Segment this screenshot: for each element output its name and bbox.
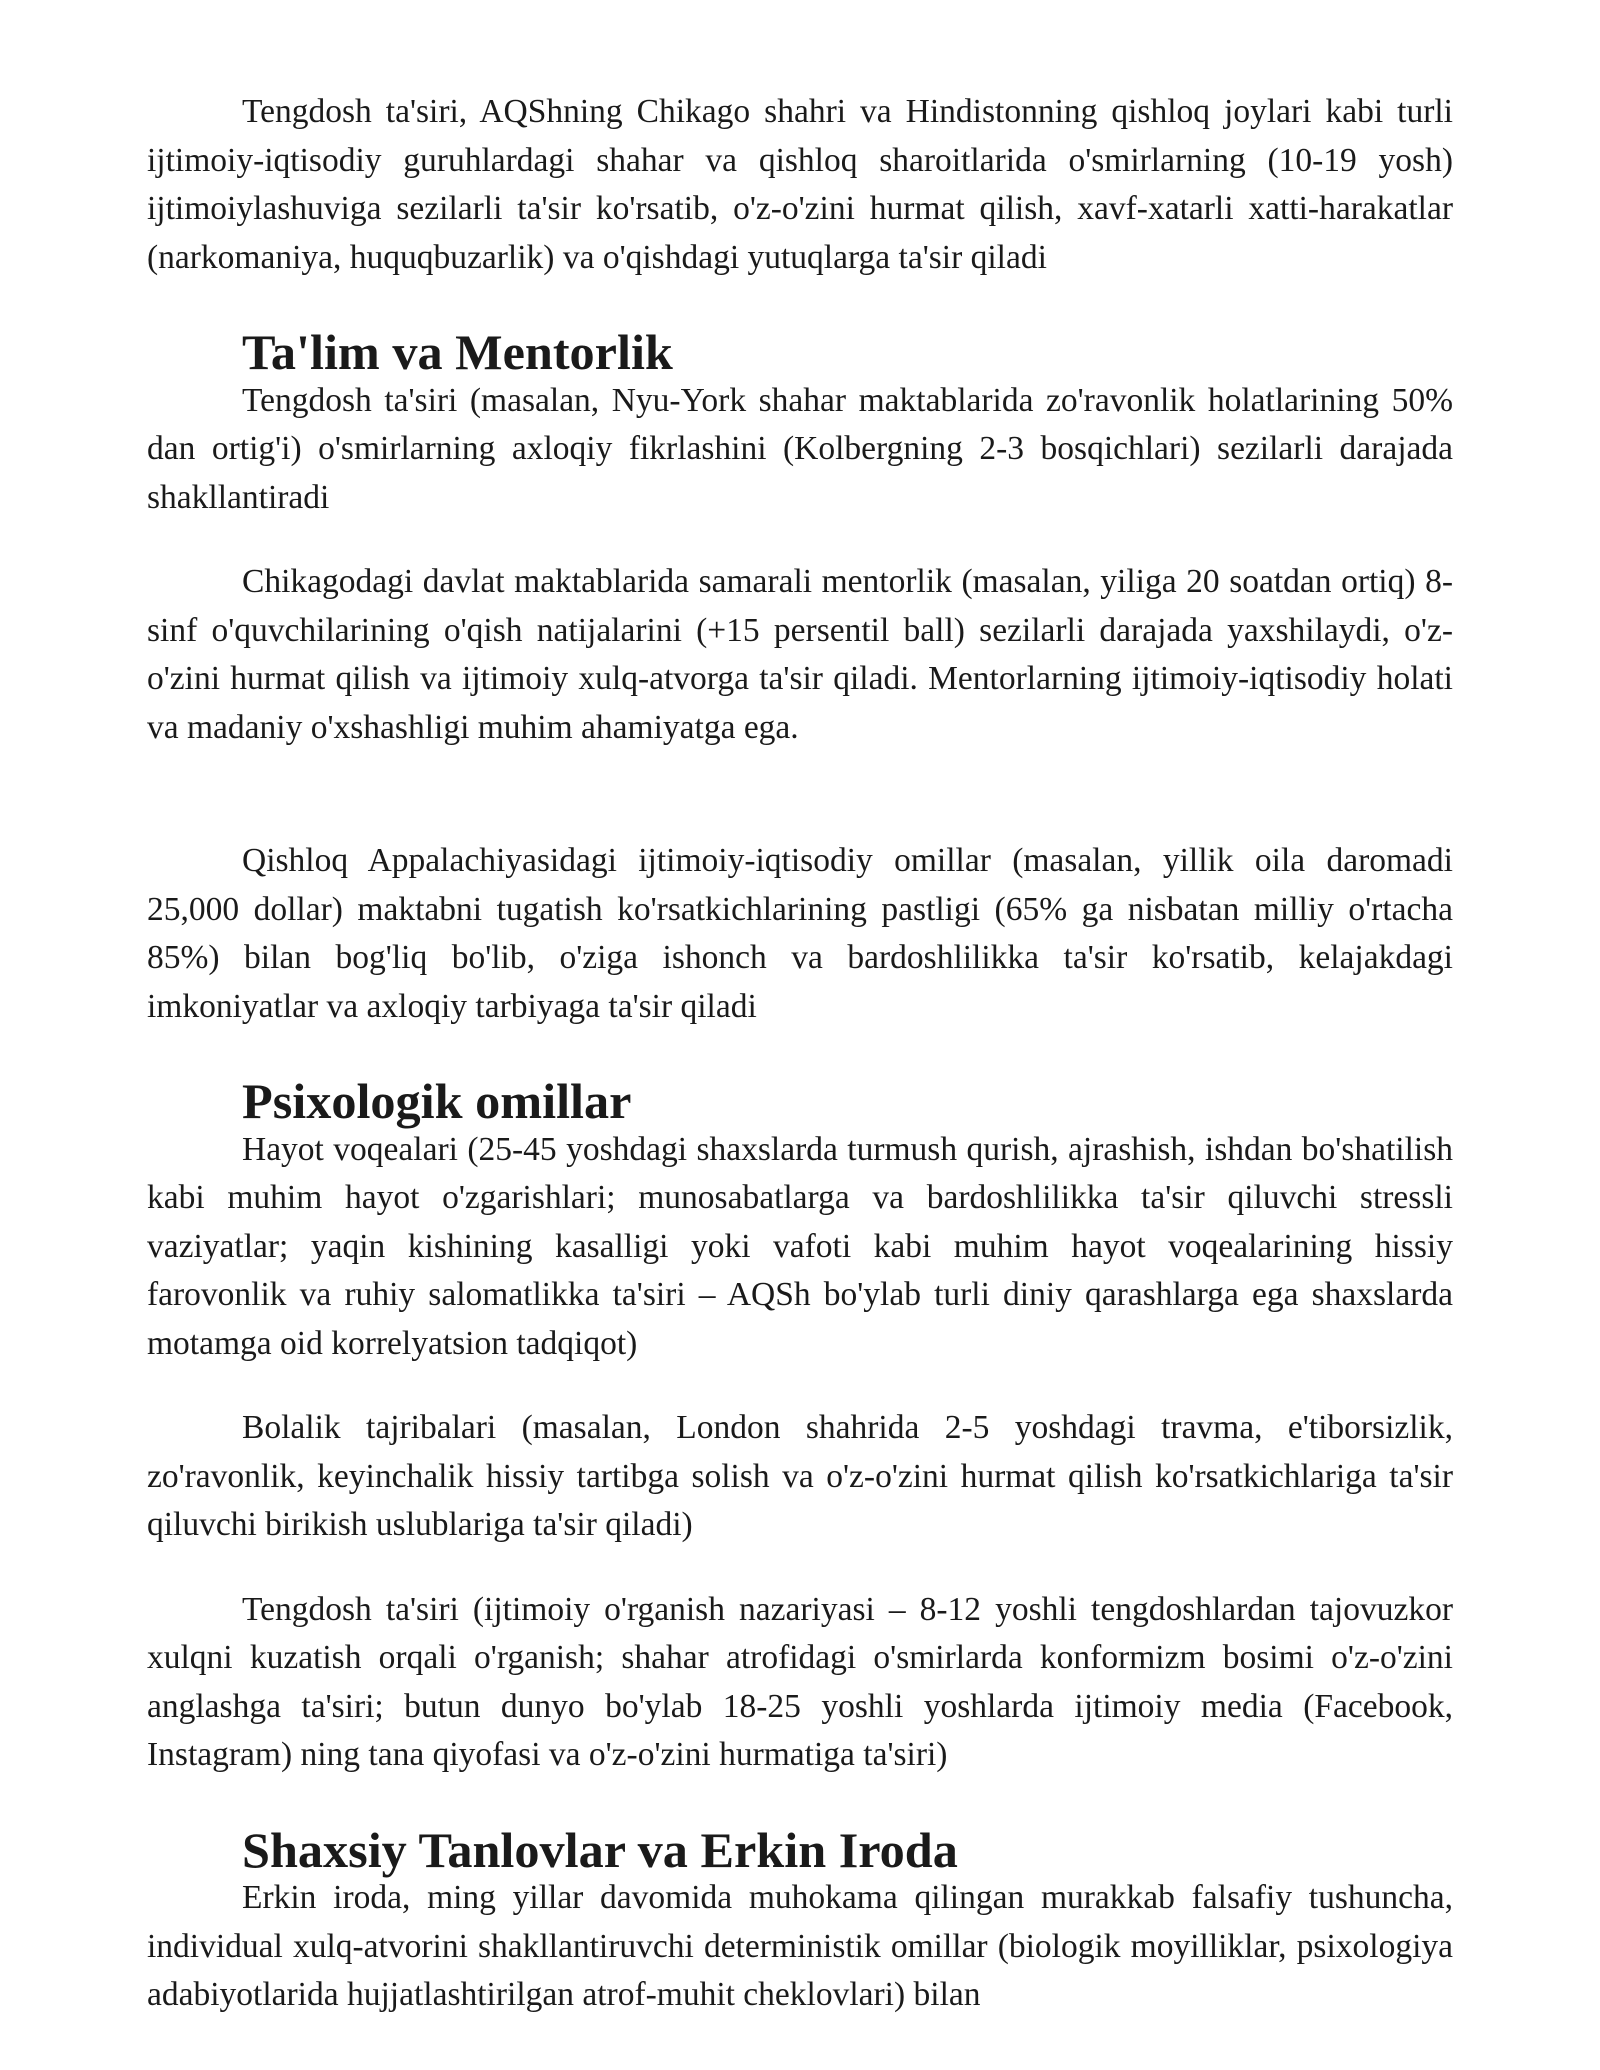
section-heading-psychological-factors: Psixologik omillar — [242, 1073, 632, 1129]
document-page — [147, 88, 1453, 2020]
section-heading-education-mentorship: Ta'lim va Mentorlik — [242, 324, 673, 380]
paragraph-peer-influence-intro: Tengdosh ta'siri, AQShning Chikago shahri va Hindistonning qishloq joylari kabi turli ijtimoiy-iqtisodiy guruhlardagi shahar va qishloq sharoitlarida o'smirlarning (10-19 yosh) ijtimoiylashuviga sezilarli ta'sir ko'rsatib, o'z-o'zini hurmat qilish, xavf-xatarli xatti-harakatlar (narkomaniya, huquqbuzarlik) va o'qishdagi yutuqlarga ta'sir qiladi — [147, 93, 1453, 276]
paragraph-life-events: Hayot voqealari (25-45 yoshdagi shaxslarda turmush qurish, ajrashish, ishdan bo'shatilish kabi muhim hayot o'zgarishlari; munosabatlarga va bardoshlilikka ta'sir qiluvchi stressli vaziyatlar; yaqin kishining kasalligi yoki vafoti kabi muhim hayot voqealarining hissiy farovonlik va ruhiy salomatlikka ta'siri – AQSh bo'ylab turli diniy qarashlarga ega shaxslarda motamga oid korrelyatsion tadqiqot) — [147, 1130, 1453, 1362]
paragraph-peer-influence-moral: Tengdosh ta'siri (masalan, Nyu-York shahar maktablarida zo'ravonlik holatlarining 50% dan ortig'i) o'smirlarning axloqiy fikrlashini (Kolbergning 2-3 bosqichlari) sezilarli darajada shakllantiradi — [147, 381, 1453, 516]
paragraph-appalachia-factors: Qishloq Appalachiyasidagi ijtimoiy-iqtisodiy omillar (masalan, yillik oila daromadi 25,000 dollar) maktabni tugatish ko'rsatkichlarining pastligi (65% ga nisbatan milliy o'rtacha 85%) bilan bog'liq bo'lib, o'ziga ishonch va bardoshlilikka ta'sir ko'rsatib, kelajakdagi imkoniyatlar va axloqiy tarbiyaga ta'sir qiladi — [147, 842, 1453, 1025]
paragraph-peer-influence-social-learning: Tengdosh ta'siri (ijtimoiy o'rganish nazariyasi – 8-12 yoshli tengdoshlardan tajovuzkor xulqni kuzatish orqali o'rganish; shahar atrofidagi o'smirlarda konformizm bosimi o'z-o'zini anglashga ta'siri; butun dunyo bo'ylab 18-25 yoshli yoshlarda ijtimoiy media (Facebook, Instagram) ning tana qiyofasi va o'z-o'zini hurmatiga ta'siri) — [147, 1590, 1453, 1773]
section-heading-personal-choices: Shaxsiy Tanlovlar va Erkin Iroda — [242, 1821, 958, 1878]
paragraph-chicago-mentorship: Chikagodagi davlat maktablarida samarali mentorlik (masalan, yiliga 20 soatdan ortiq) 8-sinf o'quvchilarining o'qish natijalarini (+15 persentil ball) sezilarli darajada yaxshilaydi, o'z-o'zini hurmat qilish va ijtimoiy xulq-atvorga ta'sir qiladi. Mentorlarning ijtimoiy-iqtisodiy holati va madaniy o'xshashligi muhim ahamiyatga ega. — [147, 563, 1453, 746]
paragraph-free-will: Erkin iroda, ming yillar davomida muhokama qilingan murakkab falsafiy tushuncha, individual xulq-atvorini shakllantiruvchi deterministik omillar (biologik moyilliklar, psixologiya adabiyotlarida hujjatlashtirilgan atrof-muhit cheklovlari) bilan — [147, 1879, 1453, 2013]
paragraph-childhood-experiences: Bolalik tajribalari (masalan, London shahrida 2-5 yoshdagi travma, e'tiborsizlik, zo'ravonlik, keyinchalik hissiy tartibga solish va o'z-o'zini hurmat qilish ko'rsatkichlariga ta'sir qiluvchi birikish uslublariga ta'sir qiladi) — [147, 1409, 1453, 1543]
